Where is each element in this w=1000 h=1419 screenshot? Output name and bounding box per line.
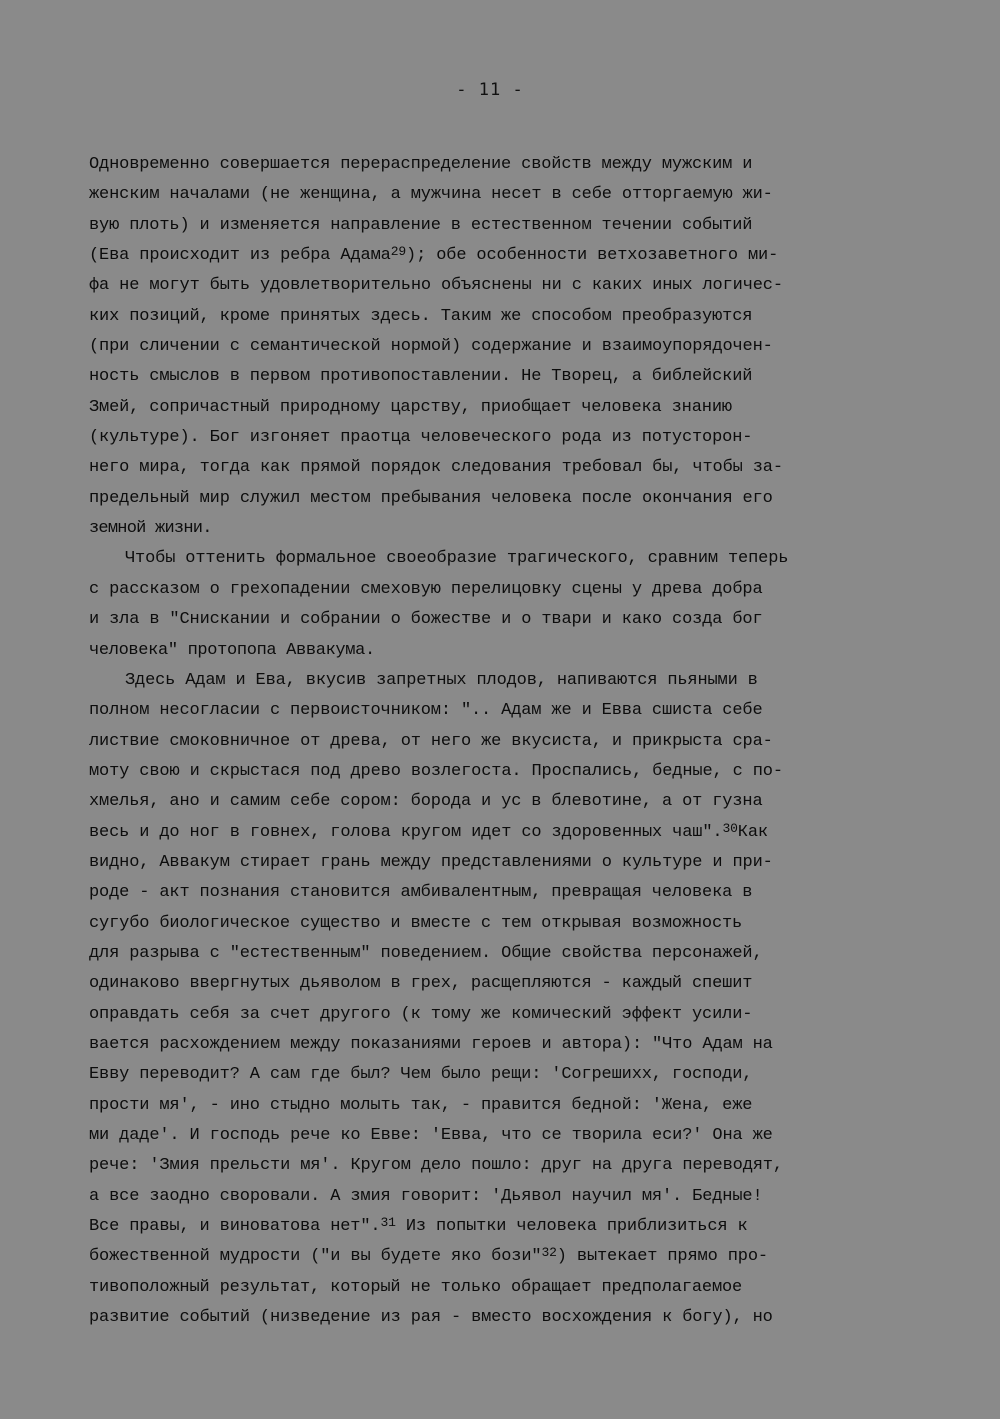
text-line xyxy=(89,878,929,908)
line-text: земной жизни. xyxy=(89,519,212,539)
text-line xyxy=(89,1121,929,1151)
text-line xyxy=(89,362,929,392)
text-line xyxy=(89,1060,929,1090)
line-text: одинаково ввергнутых дьяволом в грех, расщепляются - каждый спешит xyxy=(89,974,753,994)
line-text: ми даде'. И господь рече ко Евве: 'Евва, что се творила еси?' Она же xyxy=(89,1126,773,1145)
line-text-continued: Как xyxy=(737,822,768,842)
line-text: развитие событий (низведение из рая - вместо восхождения к богу), но xyxy=(89,1308,773,1328)
text-line xyxy=(89,1303,929,1333)
footnote-marker: 32 xyxy=(541,1245,557,1261)
line-text: роде - акт познания становится амбивалентным, превращая человека в xyxy=(89,883,753,903)
text-line xyxy=(89,1091,929,1121)
text-line xyxy=(89,787,929,817)
line-text: полном несогласии с первоисточником: ".. Адам же и Евва сшиста себе xyxy=(89,701,763,721)
text-line xyxy=(89,484,929,514)
text-line xyxy=(89,969,929,999)
line-text-continued: ) вытекает прямо про- xyxy=(556,1247,768,1267)
line-text: для разрыва с "естественным" поведением. Общие свойства персонажей, xyxy=(89,943,763,963)
text-line xyxy=(89,1182,929,1212)
text-line xyxy=(89,909,929,939)
line-text: него мира, тогда как прямой порядок следования требовал бы, чтобы за- xyxy=(89,458,783,478)
text-line xyxy=(89,939,929,969)
line-text: листвие смоковничное от древа, от него же вкусиста, и прикрыста сра- xyxy=(89,731,773,751)
line-text: и зла в "Снискании и собрании о божестве и о твари и како созда бог xyxy=(89,610,763,630)
line-text: хмелья, ано и самим себе сором: борода и ус в блевотине, а от гузна xyxy=(89,792,763,812)
text-line xyxy=(89,696,929,726)
text-line xyxy=(89,1151,929,1181)
text-line xyxy=(89,271,929,301)
line-text: предельный мир служил местом пребывания человека после окончания его xyxy=(89,488,773,508)
text-line xyxy=(89,150,929,180)
line-text: (Ева происходит из ребра Адама xyxy=(89,246,391,266)
line-text: Здесь Адам и Ева, вкусив запретных плодов, напиваются пьяными в xyxy=(125,670,758,690)
text-line xyxy=(89,180,929,210)
text-line xyxy=(89,666,929,696)
footnote-marker: 30 xyxy=(722,820,738,836)
line-text-continued: Из попытки человека приблизиться к xyxy=(395,1217,748,1237)
text-line xyxy=(89,423,929,453)
text-line xyxy=(89,241,929,271)
line-text: прости мя', - ино стыдно молыть так, - правится бедной: 'Жена, еже xyxy=(89,1095,753,1115)
text-line xyxy=(89,332,929,362)
line-text: ность смыслов в первом противопоставлении. Не Творец, а библейский xyxy=(89,367,753,387)
text-line xyxy=(89,302,929,332)
text-line xyxy=(89,727,929,757)
line-text: вается расхождением между показаниями героев и автора): "Что Адам на xyxy=(89,1034,773,1054)
line-text: а все заодно своровали. А змия говорит: 'Дьявол научил мя'. Бедные! xyxy=(89,1186,763,1206)
line-text: видно, Аввакум стирает грань между представлениями о культуре и при- xyxy=(89,852,773,872)
line-text: моту свою и скрыстася под древо возлегоста. Проспались, бедные, с по- xyxy=(89,761,783,781)
line-text: сугубо биологическое существо и вместе с тем открывая возможность xyxy=(89,913,743,933)
footnote-marker: 31 xyxy=(380,1215,396,1231)
line-text-continued: ); обе особенности ветхозаветного ми- xyxy=(406,246,779,266)
line-text: Одновременно совершается перераспределение свойств между мужским и xyxy=(89,155,753,174)
text-line xyxy=(89,818,929,848)
line-text: человека" протопопа Аввакума. xyxy=(89,640,375,660)
line-text: Чтобы оттенить формальное своеобразие трагического, сравним теперь xyxy=(125,549,789,569)
footnote-marker: 29 xyxy=(390,244,407,260)
line-text: женским началами (не женщина, а мужчина несет в себе отторгаемую жи- xyxy=(89,185,773,205)
text-line xyxy=(89,575,929,605)
line-text: весь и до ног в говнех, голова кругом идет со здоровенных чаш". xyxy=(89,822,723,842)
text-line xyxy=(89,1000,929,1030)
text-line xyxy=(89,636,929,666)
line-text: вую плоть) и изменяется направление в естественном течении событий xyxy=(89,215,753,235)
line-text: оправдать себя за счет другого (к тому же комический эффект усили- xyxy=(89,1004,753,1024)
text-line xyxy=(89,1212,929,1242)
text-line xyxy=(89,605,929,635)
text-line xyxy=(89,757,929,787)
text-line xyxy=(89,1030,929,1060)
line-text: Змей, сопричастный природному царству, приобщает человека знанию xyxy=(89,397,732,417)
text-line xyxy=(89,1242,929,1272)
text-line xyxy=(89,514,929,544)
text-line xyxy=(89,211,929,241)
page-number: - 11 - xyxy=(456,80,524,100)
text-line xyxy=(89,453,929,483)
line-text: божественной мудрости ("и вы будете яко бози" xyxy=(89,1247,542,1267)
line-text: ких позиций, кроме принятых здесь. Таким же способом преобразуются xyxy=(89,306,753,326)
text-line xyxy=(89,848,929,878)
line-text: рече: 'Змия прельсти мя'. Кругом дело пошло: друг на друга переводят, xyxy=(89,1156,783,1176)
text-line xyxy=(89,544,929,574)
line-text: Все правы, и виноватова нет". xyxy=(89,1217,381,1237)
line-text: (при сличении с семантической нормой) содержание и взаимоупорядочен- xyxy=(89,337,773,357)
text-line xyxy=(89,1273,929,1303)
line-text: Евву переводит? А сам где был? Чем было рещи: 'Согрешихх, господи, xyxy=(89,1065,753,1085)
line-text: фа не могут быть удовлетворительно объяснены ни с каких иных логичес- xyxy=(89,276,783,296)
line-text: тивоположный результат, который не только обращает предполагаемое xyxy=(89,1277,743,1297)
line-text: (культуре). Бог изгоняет праотца человеческого рода из потусторон- xyxy=(89,428,753,448)
text-line xyxy=(89,393,929,423)
body-text xyxy=(89,150,929,1333)
line-text: с рассказом о грехопадении смеховую перелицовку сцены у древа добра xyxy=(89,579,763,599)
